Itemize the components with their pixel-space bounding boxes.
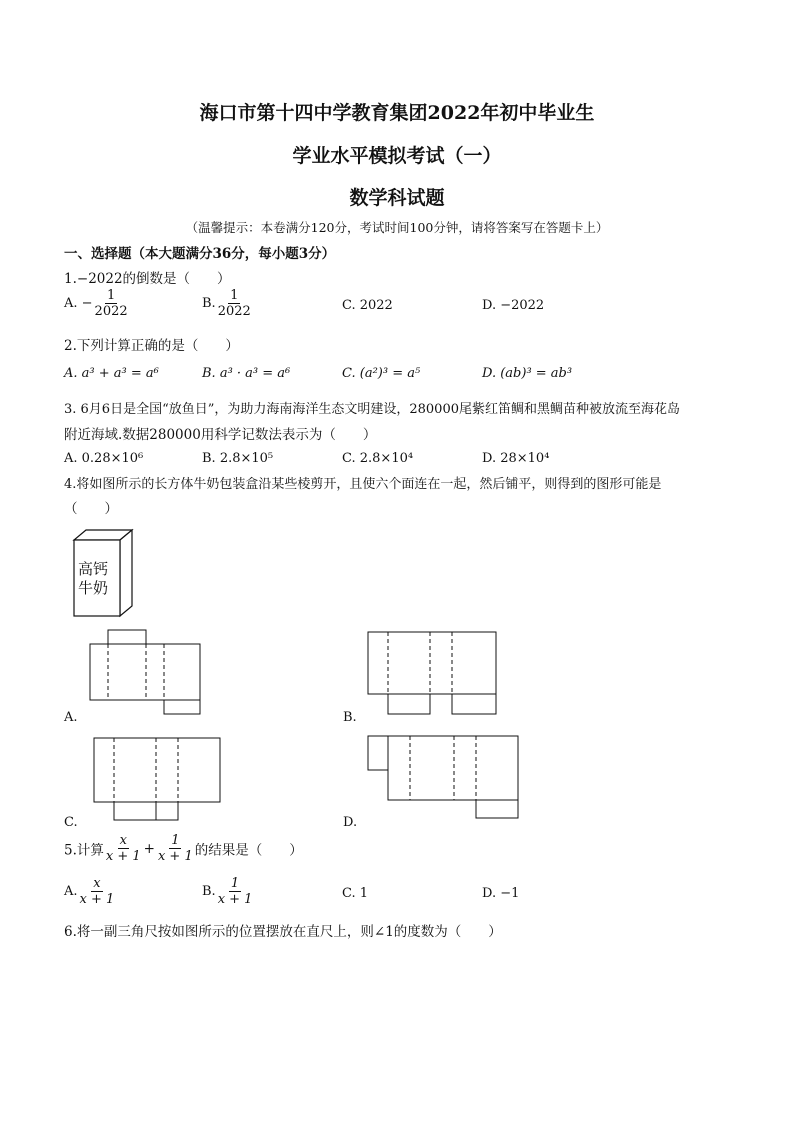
q5-option-c: C. 1	[342, 886, 369, 901]
q4-option-c-label: C.	[64, 815, 78, 830]
q1-option-a: A. − $\frac{1}{2022}$	[64, 288, 128, 319]
q1-option-d: D. −2022	[482, 298, 545, 313]
q4-option-d-label: D.	[343, 815, 358, 830]
q3-option-b: B. 2.8×10⁵	[202, 451, 274, 466]
q3-option-d: D. 28×10⁴	[482, 451, 550, 466]
q3-option-a: A. 0.28×10⁶	[64, 451, 144, 466]
q5-option-b: B. $\frac{1}{x + 1}$	[202, 876, 253, 907]
q5-stem: 5.计算 $\frac{x}{x + 1}$ + $\frac{1}{x + 1}$ 的结果是（ ）	[64, 833, 303, 864]
q3-line2: 附近海域.数据280000用科学记数法表示为（ ）	[64, 427, 377, 443]
net-figure-a	[88, 628, 204, 718]
q6-stem: 6.将一副三角尺按如图所示的位置摆放在直尺上，则∠1的度数为（ ）	[64, 924, 502, 940]
q1-option-b: B. $\frac{1}{2022}$	[202, 288, 251, 319]
q3-option-c: C. 2.8×10⁴	[342, 451, 414, 466]
net-figure-d	[366, 734, 520, 824]
q3-line1: 3. 6月6日是全国“放鱼日”，为助力海南海洋生态文明建设，280000尾紫红笛鲷和黑鲷苗种被放流至海花岛	[64, 402, 680, 417]
q2-option-c: C. (a²)³ = a⁵	[342, 366, 421, 381]
q1-stem: 1.−2022的倒数是（ ）	[64, 271, 231, 287]
exam-tip: （温馨提示：本卷满分120分，考试时间100分钟，请将答案写在答题卡上）	[185, 220, 609, 235]
q2-option-d: D. (ab)³ = ab³	[482, 366, 573, 381]
q4-line2: （ ）	[64, 501, 118, 517]
q4-option-b-label: B.	[343, 710, 357, 725]
exam-title-line2: 学业水平模拟考试（一）	[292, 145, 502, 167]
q5-option-d: D. −1	[482, 886, 520, 901]
q1-option-c: C. 2022	[342, 298, 393, 313]
exam-title-line1: 海口市第十四中学教育集团2022年初中毕业生	[199, 102, 595, 124]
net-figure-c	[92, 736, 222, 822]
milk-box-text1: 高钙	[78, 560, 109, 578]
q2-option-a: A. a³ + a³ = a⁶	[64, 366, 159, 381]
net-figure-b	[366, 630, 498, 716]
exam-subject-title: 数学科试题	[349, 187, 445, 209]
q5-option-a: A. $\frac{x}{x + 1}$	[64, 876, 115, 907]
q2-stem: 2.下列计算正确的是（ ）	[64, 338, 239, 354]
q4-option-a-label: A.	[64, 710, 78, 725]
q2-option-b: B. a³ · a³ = a⁶	[202, 366, 291, 381]
section-heading: 一、选择题（本大题满分36分，每小题3分）	[64, 246, 336, 262]
milk-box-text2: 牛奶	[78, 579, 109, 597]
q4-line1: 4.将如图所示的长方体牛奶包装盒沿某些棱剪开，且使六个面连在一起，然后铺平，则得到的图形可能是	[64, 477, 662, 492]
